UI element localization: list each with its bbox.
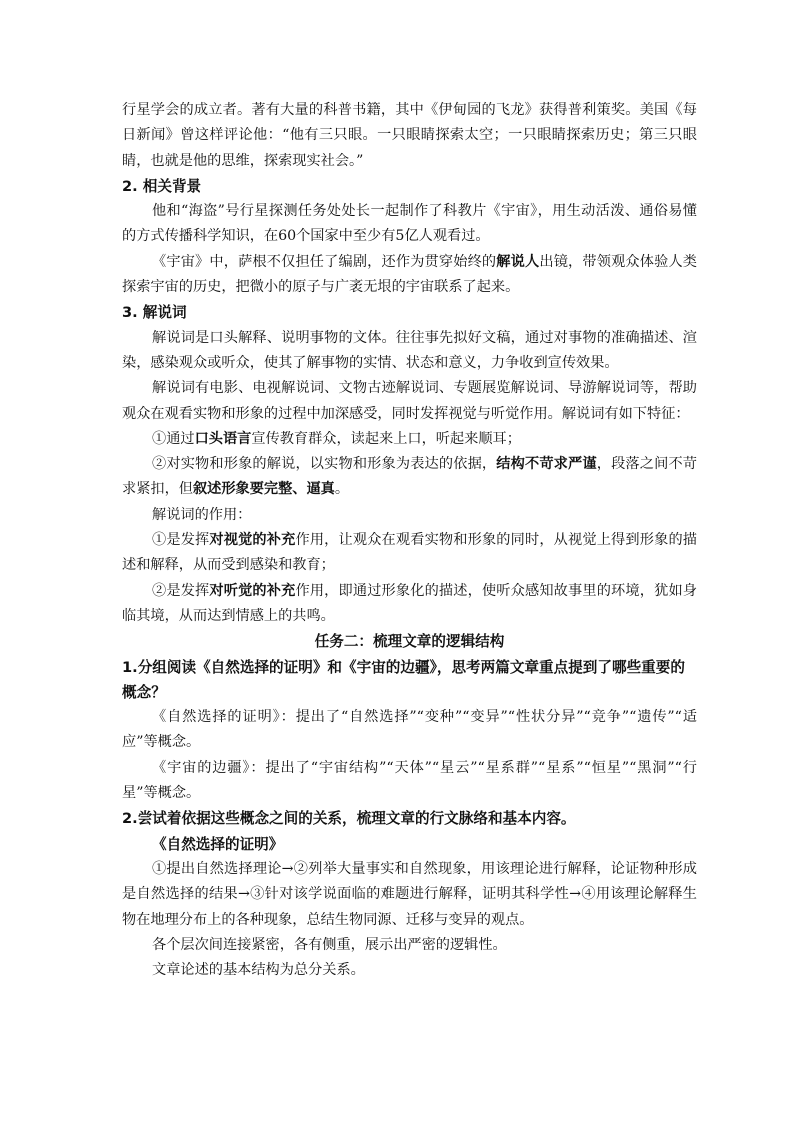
bold-term: 对听觉的补充 (209, 582, 296, 599)
background-paragraph-1: 他和“海盗”号行星探测任务处处长一起制作了科教片《宇宙》，用生动活泼、通俗易懂的方式传播科学知识，在60个国家中至少有5亿人观看过。 (122, 203, 697, 245)
structure-paragraph-1: ①提出自然选择理论→②列举大量事实和自然现象，用该理论进行解释，论证物种形成是自然选择的结果→③针对该学说面临的难题进行解释，证明其科学性→④用该理论解释生物在地理分布上的各种现象，总结生物同源、迁移与变异的观点。 (122, 860, 697, 928)
role-item-2 (122, 579, 697, 630)
question-2: 2.尝试着依据这些概念之间的关系，梳理文章的行文脉络和基本内容。 (122, 810, 576, 828)
text-run: 宣传教育群众，读起来上口，听起来顺耳； (251, 430, 521, 447)
text-run: ①是发挥 (152, 532, 210, 549)
answer-2: 《宇宙的边疆》：提出了“宇宙结构”“天体”“星云”“星系群”“星系”“恒星”“黑洞”“行星”等概念。 (122, 759, 697, 802)
answer-1: 《自然选择的证明》：提出了“自然选择”“变种”“变异”“性状分异”“竞争”“遗传”“适应”等概念。 (122, 709, 697, 751)
text-run: 作用，让观众在观看实物和形象的同时，从视觉上得到形象的描述和解释，从而受到感染和教育； (122, 532, 697, 574)
text-run: ，段落之间不苛求紧扣，但 (122, 456, 697, 498)
sub-title: 《自然选择的证明》 (152, 835, 284, 853)
feature-item-1 (122, 427, 697, 452)
text-run: ①通过 (152, 430, 195, 447)
text-run: ②对实物和形象的解说，以实物和形象为表达的依据， (152, 456, 497, 473)
bold-term: 解说人 (496, 253, 540, 270)
role-title: 解说词的作用： (152, 506, 252, 523)
text-run: 《宇宙》中，萨根不仅担任了编剧，还作为贯穿始终的 (152, 253, 497, 270)
question-1: 1.分组阅读《自然选择的证明》和《宇宙的边疆》，思考两篇文章重点提到了哪些重要的概念？ (122, 658, 685, 701)
text-run: ②是发挥 (152, 582, 210, 599)
task-title: 任务二：梳理文章的逻辑结构 (314, 633, 505, 651)
commentary-paragraph-2: 解说词有电影、电视解说词、文物古迹解说词、专题展览解说词、导游解说词等，帮助观众在观看实物和形象的过程中加深感受，同时发挥视觉与听觉作用。解说词有如下特征： (122, 380, 697, 422)
text-run: 出镜，带领观众体验人类探索宇宙的历史，把微小的原子与广袤无垠的宇宙联系了起来。 (122, 253, 697, 296)
section-heading-commentary: 3. 解说词 (122, 304, 187, 322)
bold-term: 对视觉的补充 (209, 532, 296, 549)
text-run: 作用，即通过形象化的描述，使听众感知故事里的环境，犹如身临其境，从而达到情感上的共鸣。 (122, 582, 697, 624)
intro-paragraph: 行星学会的成立者。著有大量的科普书籍，其中《伊甸园的飞龙》获得普利策奖。美国《每日新闻》曾这样评论他：“他有三只眼。一只眼睛探索太空；一只眼睛探索历史；第三只眼睛，也就是他的思维，探索现实社会。” (122, 102, 697, 169)
structure-paragraph-3: 文章论述的基本结构为总分关系。 (152, 962, 365, 979)
section-heading-background: 2. 相关背景 (122, 177, 202, 195)
structure-paragraph-2: 各个层次间连接紧密，各有侧重，展示出严密的逻辑性。 (152, 936, 507, 953)
role-item-1 (122, 528, 697, 579)
bold-term: 口头语言 (194, 430, 252, 447)
commentary-paragraph-1: 解说词是口头解释、说明事物的文体。往往事先拟好文稿，通过对事物的准确描述、渲染，感染观众或听众，使其了解事物的实情、状态和意义，力争收到宣传效果。 (122, 329, 697, 371)
text-run: 。 (334, 481, 350, 498)
feature-item-2 (122, 452, 697, 503)
background-paragraph-2 (122, 250, 697, 301)
bold-term: 叙述形象要完整、逼真 (192, 481, 335, 498)
bold-term: 结构不苛求严谨 (496, 456, 597, 473)
